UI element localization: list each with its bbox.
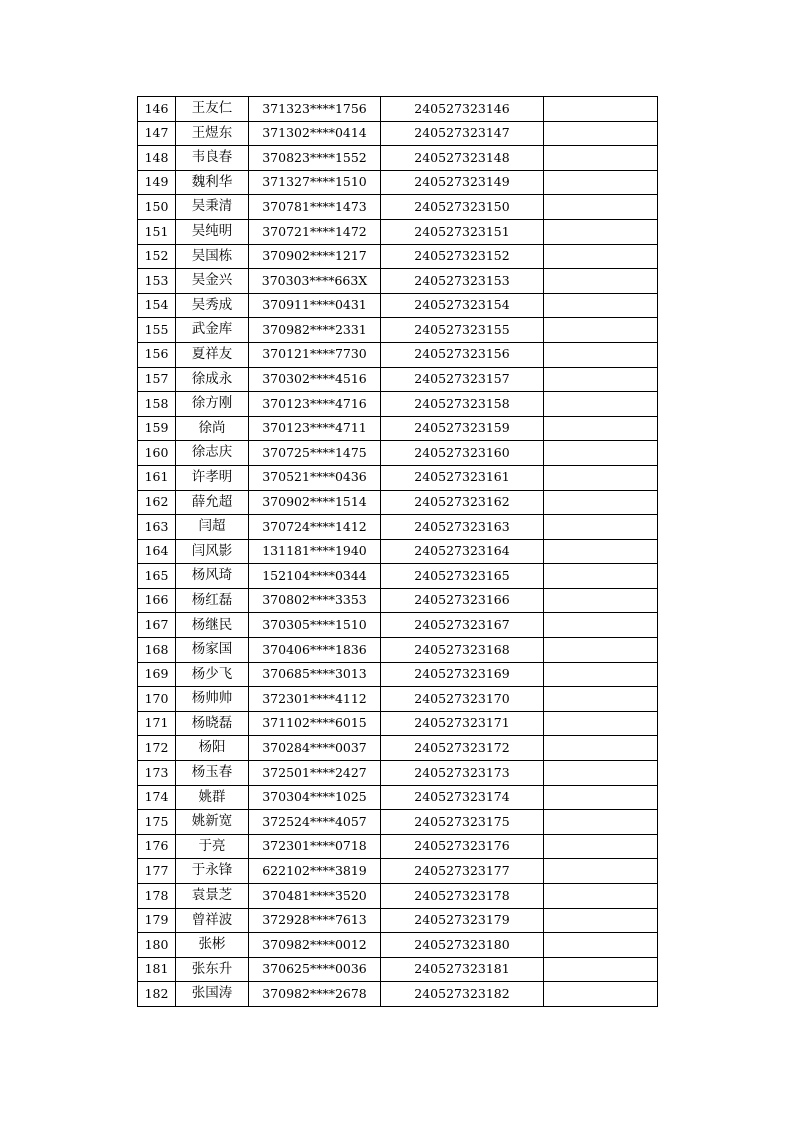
- remarks-cell: [544, 465, 658, 490]
- id-number-cell: 370823****1552: [249, 146, 381, 171]
- table-row: [138, 810, 658, 835]
- row-number-cell: 150: [138, 195, 176, 220]
- id-number-cell: 370481****3520: [249, 884, 381, 909]
- remarks-cell: [544, 97, 658, 122]
- remarks-cell: [544, 416, 658, 441]
- name-cell: 吴秉清: [176, 195, 249, 220]
- name-cell: 王友仁: [176, 97, 249, 122]
- table-row: [138, 367, 658, 392]
- row-number-cell: 148: [138, 146, 176, 171]
- id-number-cell: 370982****0012: [249, 933, 381, 958]
- certificate-number-cell: 240527323156: [381, 342, 544, 367]
- name-cell: 杨少飞: [176, 662, 249, 687]
- certificate-number-cell: 240527323162: [381, 490, 544, 515]
- table-row: [138, 687, 658, 712]
- certificate-number-cell: 240527323179: [381, 908, 544, 933]
- id-number-cell: 370911****0431: [249, 293, 381, 318]
- remarks-cell: [544, 761, 658, 786]
- name-cell: 吴国栋: [176, 244, 249, 269]
- id-number-cell: 370284****0037: [249, 736, 381, 761]
- table-row: [138, 146, 658, 171]
- id-number-cell: 370303****663X: [249, 269, 381, 294]
- table-row: [138, 318, 658, 343]
- name-cell: 姚新宽: [176, 810, 249, 835]
- id-number-cell: 370781****1473: [249, 195, 381, 220]
- name-cell: 杨玉春: [176, 761, 249, 786]
- row-number-cell: 172: [138, 736, 176, 761]
- remarks-cell: [544, 785, 658, 810]
- row-number-cell: 182: [138, 982, 176, 1007]
- remarks-cell: [544, 244, 658, 269]
- id-number-cell: 372301****0718: [249, 834, 381, 859]
- remarks-cell: [544, 736, 658, 761]
- id-number-cell: 370725****1475: [249, 441, 381, 466]
- remarks-cell: [544, 318, 658, 343]
- certificate-number-cell: 240527323176: [381, 834, 544, 859]
- certificate-number-cell: 240527323152: [381, 244, 544, 269]
- certificate-number-cell: 240527323149: [381, 170, 544, 195]
- name-cell: 于亮: [176, 834, 249, 859]
- row-number-cell: 169: [138, 662, 176, 687]
- certificate-number-cell: 240527323181: [381, 957, 544, 982]
- certificate-number-cell: 240527323172: [381, 736, 544, 761]
- name-cell: 徐尚: [176, 416, 249, 441]
- name-cell: 杨红磊: [176, 588, 249, 613]
- table-row: [138, 736, 658, 761]
- row-number-cell: 158: [138, 392, 176, 417]
- certificate-number-cell: 240527323170: [381, 687, 544, 712]
- certificate-number-cell: 240527323151: [381, 219, 544, 244]
- row-number-cell: 180: [138, 933, 176, 958]
- remarks-cell: [544, 810, 658, 835]
- remarks-cell: [544, 564, 658, 589]
- id-number-cell: 131181****1940: [249, 539, 381, 564]
- row-number-cell: 181: [138, 957, 176, 982]
- name-cell: 许孝明: [176, 465, 249, 490]
- row-number-cell: 146: [138, 97, 176, 122]
- certificate-number-cell: 240527323160: [381, 441, 544, 466]
- remarks-cell: [544, 588, 658, 613]
- table-row: [138, 539, 658, 564]
- row-number-cell: 162: [138, 490, 176, 515]
- id-number-cell: 370625****0036: [249, 957, 381, 982]
- id-number-cell: 370521****0436: [249, 465, 381, 490]
- certificate-number-cell: 240527323147: [381, 121, 544, 146]
- certificate-number-cell: 240527323171: [381, 711, 544, 736]
- certificate-number-cell: 240527323164: [381, 539, 544, 564]
- row-number-cell: 161: [138, 465, 176, 490]
- table-row: [138, 588, 658, 613]
- remarks-cell: [544, 957, 658, 982]
- table-row: [138, 392, 658, 417]
- table-row: [138, 834, 658, 859]
- id-number-cell: 152104****0344: [249, 564, 381, 589]
- table-row: [138, 97, 658, 122]
- table-row: [138, 711, 658, 736]
- name-cell: 武金库: [176, 318, 249, 343]
- table-row: [138, 982, 658, 1007]
- remarks-cell: [544, 121, 658, 146]
- certificate-number-cell: 240527323175: [381, 810, 544, 835]
- remarks-cell: [544, 342, 658, 367]
- table-row: [138, 638, 658, 663]
- table-row: [138, 244, 658, 269]
- id-number-cell: 622102****3819: [249, 859, 381, 884]
- remarks-cell: [544, 638, 658, 663]
- row-number-cell: 168: [138, 638, 176, 663]
- remarks-cell: [544, 293, 658, 318]
- id-number-cell: 371327****1510: [249, 170, 381, 195]
- remarks-cell: [544, 170, 658, 195]
- id-number-cell: 370304****1025: [249, 785, 381, 810]
- remarks-cell: [544, 367, 658, 392]
- name-cell: 张国涛: [176, 982, 249, 1007]
- remarks-cell: [544, 662, 658, 687]
- id-number-cell: 370406****1836: [249, 638, 381, 663]
- name-cell: 于永锋: [176, 859, 249, 884]
- name-cell: 闫超: [176, 515, 249, 540]
- table-row: [138, 170, 658, 195]
- certificate-number-cell: 240527323148: [381, 146, 544, 171]
- id-number-cell: 370721****1472: [249, 219, 381, 244]
- table-row: [138, 884, 658, 909]
- name-cell: 张东升: [176, 957, 249, 982]
- table-row: [138, 416, 658, 441]
- row-number-cell: 149: [138, 170, 176, 195]
- id-number-cell: 370982****2678: [249, 982, 381, 1007]
- id-number-cell: 370902****1514: [249, 490, 381, 515]
- row-number-cell: 163: [138, 515, 176, 540]
- name-cell: 张彬: [176, 933, 249, 958]
- certificate-number-cell: 240527323168: [381, 638, 544, 663]
- certificate-number-cell: 240527323169: [381, 662, 544, 687]
- remarks-cell: [544, 146, 658, 171]
- table-row: [138, 269, 658, 294]
- roster-table-body: [138, 97, 658, 1007]
- id-number-cell: 370802****3353: [249, 588, 381, 613]
- id-number-cell: 372524****4057: [249, 810, 381, 835]
- certificate-number-cell: 240527323167: [381, 613, 544, 638]
- table-row: [138, 293, 658, 318]
- id-number-cell: 371302****0414: [249, 121, 381, 146]
- table-row: [138, 933, 658, 958]
- table-row: [138, 785, 658, 810]
- name-cell: 杨家国: [176, 638, 249, 663]
- row-number-cell: 176: [138, 834, 176, 859]
- name-cell: 杨晓磊: [176, 711, 249, 736]
- id-number-cell: 372301****4112: [249, 687, 381, 712]
- certificate-number-cell: 240527323154: [381, 293, 544, 318]
- name-cell: 薛允超: [176, 490, 249, 515]
- row-number-cell: 170: [138, 687, 176, 712]
- id-number-cell: 370685****3013: [249, 662, 381, 687]
- certificate-number-cell: 240527323165: [381, 564, 544, 589]
- remarks-cell: [544, 933, 658, 958]
- row-number-cell: 156: [138, 342, 176, 367]
- name-cell: 姚群: [176, 785, 249, 810]
- remarks-cell: [544, 392, 658, 417]
- table-row: [138, 761, 658, 786]
- remarks-cell: [544, 441, 658, 466]
- name-cell: 王煜东: [176, 121, 249, 146]
- row-number-cell: 147: [138, 121, 176, 146]
- name-cell: 夏祥友: [176, 342, 249, 367]
- remarks-cell: [544, 539, 658, 564]
- table-row: [138, 662, 658, 687]
- id-number-cell: 370902****1217: [249, 244, 381, 269]
- id-number-cell: 370123****4711: [249, 416, 381, 441]
- row-number-cell: 173: [138, 761, 176, 786]
- row-number-cell: 160: [138, 441, 176, 466]
- row-number-cell: 151: [138, 219, 176, 244]
- certificate-number-cell: 240527323182: [381, 982, 544, 1007]
- certificate-number-cell: 240527323159: [381, 416, 544, 441]
- name-cell: 袁景芝: [176, 884, 249, 909]
- name-cell: 徐成永: [176, 367, 249, 392]
- id-number-cell: 371323****1756: [249, 97, 381, 122]
- name-cell: 杨帅帅: [176, 687, 249, 712]
- remarks-cell: [544, 711, 658, 736]
- remarks-cell: [544, 490, 658, 515]
- table-row: [138, 515, 658, 540]
- row-number-cell: 177: [138, 859, 176, 884]
- id-number-cell: 370302****4516: [249, 367, 381, 392]
- remarks-cell: [544, 687, 658, 712]
- name-cell: 徐方刚: [176, 392, 249, 417]
- row-number-cell: 165: [138, 564, 176, 589]
- table-row: [138, 441, 658, 466]
- remarks-cell: [544, 515, 658, 540]
- remarks-cell: [544, 195, 658, 220]
- table-row: [138, 465, 658, 490]
- certificate-number-cell: 240527323174: [381, 785, 544, 810]
- certificate-number-cell: 240527323150: [381, 195, 544, 220]
- row-number-cell: 152: [138, 244, 176, 269]
- row-number-cell: 154: [138, 293, 176, 318]
- table-row: [138, 195, 658, 220]
- id-number-cell: 370121****7730: [249, 342, 381, 367]
- certificate-number-cell: 240527323155: [381, 318, 544, 343]
- id-number-cell: 370123****4716: [249, 392, 381, 417]
- row-number-cell: 157: [138, 367, 176, 392]
- table-row: [138, 564, 658, 589]
- certificate-number-cell: 240527323178: [381, 884, 544, 909]
- remarks-cell: [544, 834, 658, 859]
- id-number-cell: 372928****7613: [249, 908, 381, 933]
- certificate-number-cell: 240527323161: [381, 465, 544, 490]
- row-number-cell: 179: [138, 908, 176, 933]
- table-row: [138, 121, 658, 146]
- id-number-cell: 370982****2331: [249, 318, 381, 343]
- remarks-cell: [544, 613, 658, 638]
- name-cell: 杨阳: [176, 736, 249, 761]
- certificate-number-cell: 240527323157: [381, 367, 544, 392]
- name-cell: 曾祥波: [176, 908, 249, 933]
- name-cell: 吴秀成: [176, 293, 249, 318]
- row-number-cell: 164: [138, 539, 176, 564]
- table-row: [138, 219, 658, 244]
- row-number-cell: 159: [138, 416, 176, 441]
- certificate-number-cell: 240527323158: [381, 392, 544, 417]
- certificate-number-cell: 240527323146: [381, 97, 544, 122]
- name-cell: 吴金兴: [176, 269, 249, 294]
- table-row: [138, 490, 658, 515]
- row-number-cell: 166: [138, 588, 176, 613]
- row-number-cell: 171: [138, 711, 176, 736]
- remarks-cell: [544, 908, 658, 933]
- table-row: [138, 908, 658, 933]
- name-cell: 杨风琦: [176, 564, 249, 589]
- id-number-cell: 370305****1510: [249, 613, 381, 638]
- certificate-number-cell: 240527323177: [381, 859, 544, 884]
- row-number-cell: 155: [138, 318, 176, 343]
- name-cell: 闫风影: [176, 539, 249, 564]
- name-cell: 吴纯明: [176, 219, 249, 244]
- certificate-number-cell: 240527323163: [381, 515, 544, 540]
- row-number-cell: 174: [138, 785, 176, 810]
- id-number-cell: 370724****1412: [249, 515, 381, 540]
- name-cell: 魏利华: [176, 170, 249, 195]
- remarks-cell: [544, 982, 658, 1007]
- row-number-cell: 175: [138, 810, 176, 835]
- remarks-cell: [544, 269, 658, 294]
- name-cell: 徐志庆: [176, 441, 249, 466]
- remarks-cell: [544, 859, 658, 884]
- certificate-number-cell: 240527323180: [381, 933, 544, 958]
- id-number-cell: 372501****2427: [249, 761, 381, 786]
- certificate-number-cell: 240527323166: [381, 588, 544, 613]
- table-row: [138, 859, 658, 884]
- remarks-cell: [544, 219, 658, 244]
- name-cell: 杨继民: [176, 613, 249, 638]
- table-row: [138, 957, 658, 982]
- roster-table: [137, 96, 658, 1007]
- certificate-number-cell: 240527323173: [381, 761, 544, 786]
- id-number-cell: 371102****6015: [249, 711, 381, 736]
- certificate-number-cell: 240527323153: [381, 269, 544, 294]
- row-number-cell: 178: [138, 884, 176, 909]
- name-cell: 韦良春: [176, 146, 249, 171]
- remarks-cell: [544, 884, 658, 909]
- row-number-cell: 167: [138, 613, 176, 638]
- table-row: [138, 342, 658, 367]
- table-row: [138, 613, 658, 638]
- row-number-cell: 153: [138, 269, 176, 294]
